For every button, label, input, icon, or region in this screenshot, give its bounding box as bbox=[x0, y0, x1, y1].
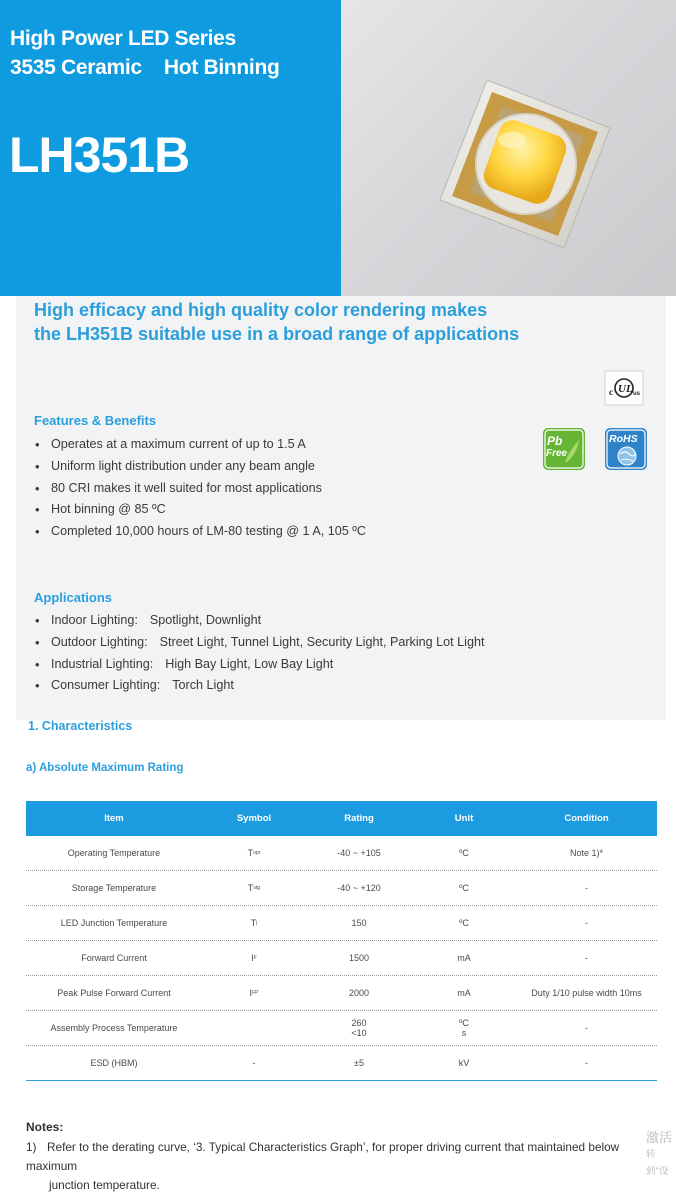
series-line1: High Power LED Series bbox=[10, 27, 236, 50]
series-title bbox=[10, 24, 280, 82]
table-row: Peak Pulse Forward Current I FP 2000 mA Duty 1/10 pulse width 10ms bbox=[26, 976, 657, 1011]
features-title: Features & Benefits bbox=[34, 413, 157, 428]
list-item: • Consumer Lighting: Torch Light bbox=[34, 675, 484, 697]
hero-banner bbox=[0, 0, 676, 296]
list-item: • Uniform light distribution under any beam angle bbox=[34, 456, 366, 478]
table-row: Assembly Process Temperature 260 <10 ºC s - bbox=[26, 1011, 657, 1046]
list-item: • Operates at a maximum current of up to 1.5 A bbox=[34, 434, 366, 456]
list-item: • 80 CRI makes it well suited for most applications bbox=[34, 478, 366, 500]
led-package-image bbox=[440, 78, 610, 248]
notes-title: Notes: bbox=[26, 1120, 64, 1134]
ul-certification-icon bbox=[604, 370, 644, 406]
table-row: Operating Temperature T opr -40 ~ +105 ºC Note 1)* bbox=[26, 836, 657, 871]
col-symbol: Symbol bbox=[236, 812, 272, 824]
table-row: Forward Current I F 1500 mA - bbox=[26, 941, 657, 976]
list-item: • Hot binning @ 85 ºC bbox=[34, 499, 366, 521]
svg-text:UL: UL bbox=[618, 383, 633, 395]
absolute-max-rating-title: a) Absolute Maximum Rating bbox=[26, 762, 184, 774]
pb-free-icon bbox=[543, 428, 585, 470]
svg-text:Free: Free bbox=[546, 448, 568, 459]
table-header bbox=[26, 801, 657, 836]
list-item: • Industrial Lighting: High Bay Light, Low Bay Light bbox=[34, 654, 484, 676]
svg-text:us: us bbox=[633, 391, 641, 397]
applications-title: Applications bbox=[34, 590, 113, 605]
col-item: Item bbox=[104, 812, 124, 824]
note-item: 1) Refer to the derating curve, ‘3. Typical Characteristics Graph’, for proper driving current that maintained below maximum junction temperature. bbox=[26, 1140, 620, 1192]
headline: High efficacy and high quality color rendering makes the LH351B suitable use in a broad range of applications bbox=[34, 300, 520, 344]
col-unit: Unit bbox=[454, 812, 474, 824]
series-line2: 3535 Ceramic Hot Binning bbox=[10, 56, 280, 79]
svg-text:c: c bbox=[609, 387, 613, 397]
characteristics-title: 1. Characteristics bbox=[28, 719, 133, 733]
absolute-max-rating-table bbox=[26, 801, 657, 1081]
rohs-icon bbox=[605, 428, 647, 470]
list-item: • Indoor Lighting: Spotlight, Downlight bbox=[34, 610, 484, 632]
svg-text:RoHS: RoHS bbox=[609, 433, 638, 445]
list-item: • Completed 10,000 hours of LM-80 testing @ 1 A, 105 ºC bbox=[34, 521, 366, 543]
table-row: Storage Temperature T stg -40 ~ +120 ºC - bbox=[26, 871, 657, 906]
table-row: LED Junction Temperature T j 150 ºC - bbox=[26, 906, 657, 941]
applications-list bbox=[34, 610, 484, 697]
model-name: LH351B bbox=[9, 127, 190, 183]
col-condition: Condition bbox=[564, 812, 609, 824]
features-list bbox=[34, 434, 366, 543]
table-row: ESD (HBM) - ±5 kV - bbox=[26, 1046, 657, 1081]
svg-text:Pb: Pb bbox=[547, 434, 563, 448]
col-rating: Rating bbox=[344, 812, 374, 824]
activation-watermark: 激活 转到"设 bbox=[646, 1130, 673, 1177]
list-item: • Outdoor Lighting: Street Light, Tunnel Light, Security Light, Parking Lot Light bbox=[34, 632, 484, 654]
